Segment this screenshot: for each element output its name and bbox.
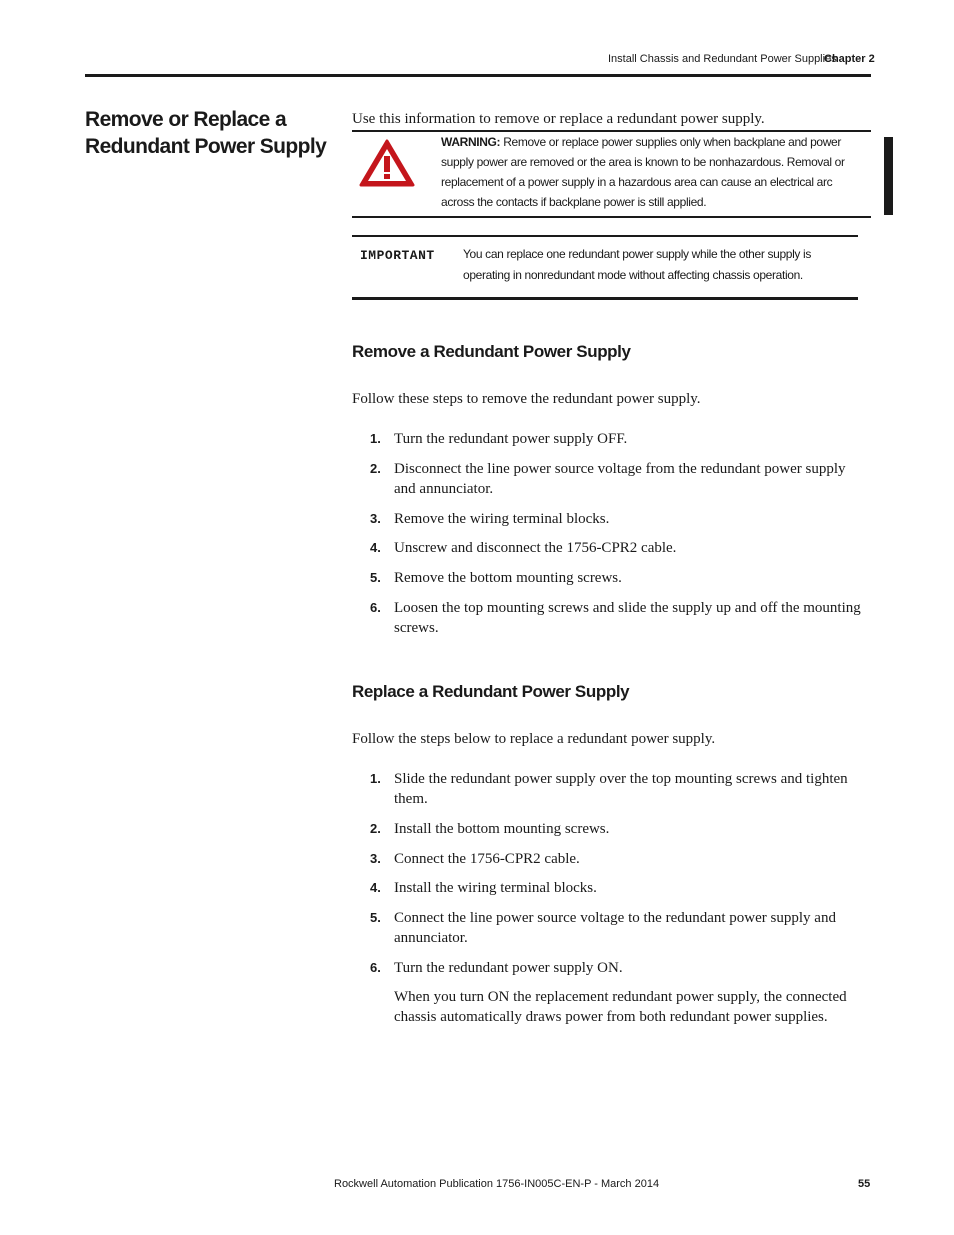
- warning-rule-bottom: [352, 216, 871, 218]
- important-rule-bottom: [352, 297, 858, 300]
- footer-publication: Rockwell Automation Publication 1756-IN005C-EN-P - March 2014: [334, 1178, 660, 1190]
- replace-section-intro: Follow the steps below to replace a redundant power supply.: [352, 731, 716, 747]
- step-number: 3.: [370, 511, 381, 526]
- important-label: IMPORTANT: [360, 248, 435, 263]
- step-text: Connect the 1756-CPR2 cable.: [394, 851, 580, 867]
- step-number: 1.: [370, 771, 381, 786]
- page-number: 55: [858, 1178, 871, 1190]
- step-number: 5.: [370, 910, 381, 925]
- step-text: Install the bottom mounting screws.: [394, 821, 610, 837]
- step-number: 2.: [370, 461, 381, 476]
- step-text: Slide the redundant power supply over the top mounting screws and tighten them.: [394, 771, 848, 807]
- step-text: Unscrew and disconnect the 1756-CPR2 cable.: [394, 540, 677, 556]
- warning-triangle-icon: [359, 138, 415, 188]
- step-text: Disconnect the line power source voltage from the redundant power supply and annunciator.: [394, 461, 846, 497]
- step-text: Install the wiring terminal blocks.: [394, 880, 597, 896]
- warning-body: Remove or replace power supplies only when backplane and power supply power are removed or the area is known to be nonhazardous. Removal or replacement of a power supply in a hazardous area can cause an electrical arc across the contacts if backplane power is still applied.: [441, 135, 845, 209]
- step-number: 5.: [370, 570, 381, 585]
- warning-text: [441, 132, 861, 212]
- step-number: 3.: [370, 851, 381, 866]
- step-text: Remove the bottom mounting screws.: [394, 570, 622, 586]
- step-text: Remove the wiring terminal blocks.: [394, 511, 610, 527]
- warning-label: WARNING:: [441, 135, 501, 149]
- step-number: 1.: [370, 431, 381, 446]
- remove-section-heading: Remove a Redundant Power Supply: [352, 342, 631, 361]
- remove-section-intro: Follow these steps to remove the redundant power supply.: [352, 391, 701, 407]
- step-number: 4.: [370, 880, 381, 895]
- step-number: 2.: [370, 821, 381, 836]
- replace-note: When you turn ON the replacement redundant power supply, the connected chassis automatically draws power from both redundant power supplies.: [394, 989, 847, 1025]
- step-text: Turn the redundant power supply ON.: [394, 960, 623, 976]
- step-number: 4.: [370, 540, 381, 555]
- step-text: Loosen the top mounting screws and slide the supply up and off the mounting screws.: [394, 600, 861, 636]
- step-text: Connect the line power source voltage to the redundant power supply and annunciator.: [394, 910, 836, 946]
- important-rule-top: [352, 235, 858, 237]
- replace-section-heading: Replace a Redundant Power Supply: [352, 682, 630, 701]
- page-title: Remove or Replace a Redundant Power Supply: [85, 108, 327, 158]
- step-text: Turn the redundant power supply OFF.: [394, 431, 628, 447]
- step-number: 6.: [370, 600, 381, 615]
- header-rule: [85, 74, 871, 77]
- step-number: 6.: [370, 960, 381, 975]
- important-text: You can replace one redundant power supply while the other supply is operating in nonredundant mode without affecting chassis operation.: [463, 247, 812, 282]
- intro-paragraph: Use this information to remove or replace a redundant power supply.: [352, 111, 765, 127]
- running-header-chapter: Chapter 2: [824, 53, 875, 65]
- running-header-title: Install Chassis and Redundant Power Supplies: [608, 53, 837, 65]
- chapter-thumb-tab: [884, 137, 893, 215]
